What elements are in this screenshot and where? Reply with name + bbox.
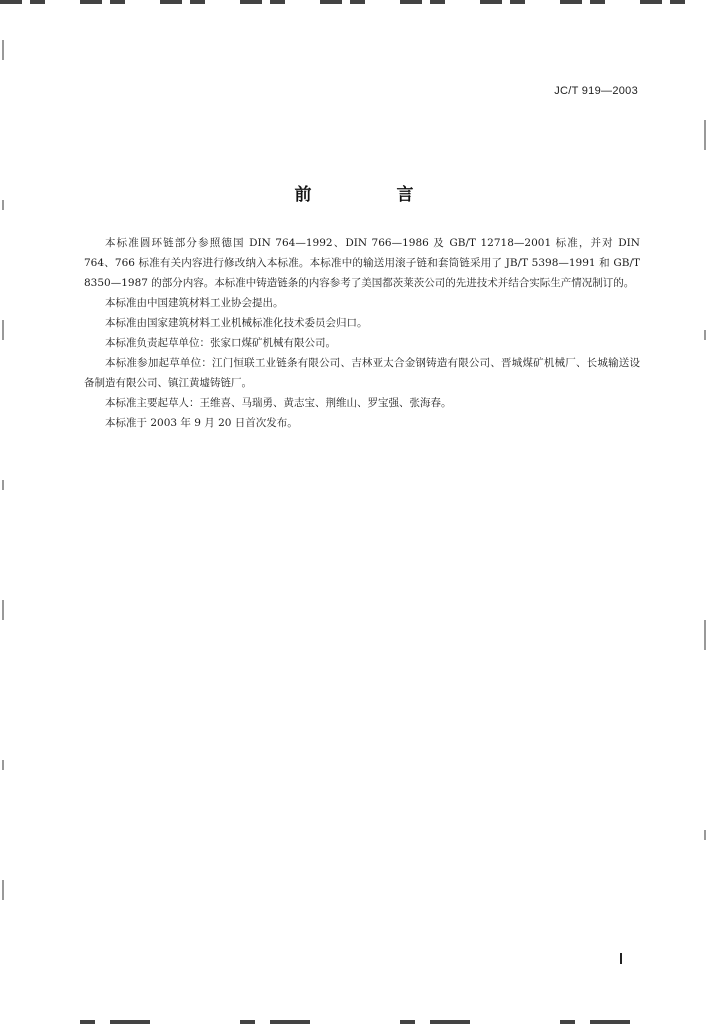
scan-border-right [704, 0, 706, 1024]
paragraph-centralized-by: 本标准由国家建筑材料工业机械标准化技术委员会归口。 [105, 317, 368, 329]
foreword-body [84, 233, 640, 433]
paragraph-release-date: 本标准于 2003 年 9 月 20 日首次发布。 [105, 417, 298, 429]
paragraph-main-drafters: 本标准主要起草人：王维喜、马瑞勇、黄志宝、荆维山、罗宝强、张海春。 [105, 397, 452, 409]
scan-border-top [0, 0, 708, 4]
scan-border-left [2, 0, 4, 1024]
paragraph-reference-standards: 本标准圆环链部分参照德国 DIN 764—1992、DIN 766—1986 及 GB/T 12718—2001 标准，并对 DIN 764、766 标准有关内容进行修改纳入本标准。本标准中的输送用滚子链和套筒链采用了 JB/T 5398—1991 和 GB/T 8350—1987 的部分内容。本标准中铸造链条的内容参考了美国都茨莱茨公司的先进技术并结合实际生产情况制订的。 [84, 237, 640, 289]
page-title: 前 言 [294, 185, 448, 205]
page-number-mark [620, 953, 622, 964]
standard-number: JC/T 919—2003 [554, 85, 638, 97]
paragraph-participating-drafters: 本标准参加起草单位：江门恒联工业链条有限公司、吉林亚太合金钢铸造有限公司、晋城煤矿机械厂、长城输送设备制造有限公司、镇江黄墟铸链厂。 [84, 357, 640, 389]
paragraph-proposed-by: 本标准由中国建筑材料工业协会提出。 [105, 297, 284, 309]
scan-border-bottom [0, 1020, 708, 1024]
paragraph-lead-drafter: 本标准负责起草单位：张家口煤矿机械有限公司。 [105, 337, 336, 349]
